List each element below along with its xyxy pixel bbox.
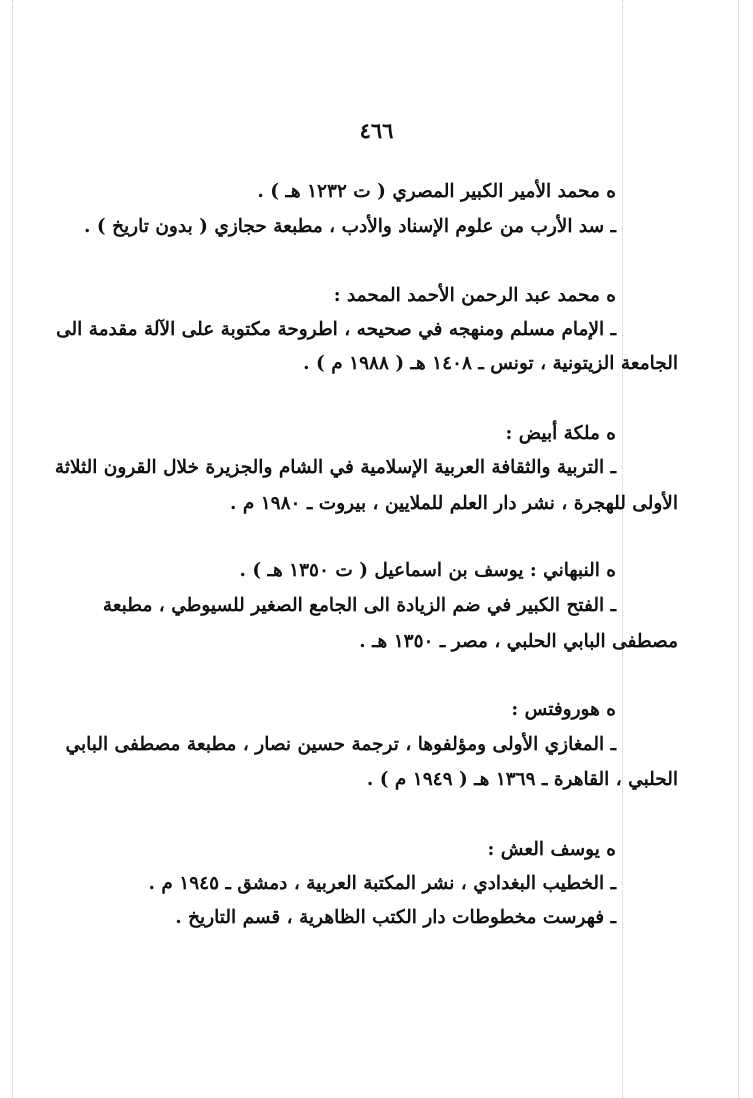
entry-work-line: ـ سد الأرب من علوم الإسناد والأدب ، مطبعة حجازي ( بدون تاريخ ) . (84, 216, 616, 237)
entry-author: ه يوسف العش : (487, 839, 616, 860)
entry-author: ه النبهاني : يوسف بن اسماعيل ( ت ١٣٥٠ هـ ) . (239, 560, 616, 581)
entry-work-line: الجامعة الزيتونية ، تونس ـ ١٤٠٨ هـ ( ١٩٨٨ م ) . (303, 353, 678, 374)
entry-work-line: ـ الخطيب البغدادي ، نشر المكتبة العربية ، دمشق ـ ١٩٤٥ م . (148, 873, 616, 894)
entry-author: ه محمد عبد الرحمن الأحمد المحمد : (333, 285, 616, 306)
entry-work-line: مصطفى البابي الحلبي ، مصر ـ ١٣٥٠ هـ . (359, 631, 678, 652)
scan-artifact-line (622, 0, 623, 1098)
entry-work-line: ـ الإمام مسلم ومنهجه في صحيحه ، اطروحة مكتوبة على الآلة مقدمة الى (56, 319, 616, 340)
entry-author: ه ملكة أبيض : (505, 423, 616, 444)
page-number: ٤٦٦ (359, 118, 394, 143)
entry-work-line: الحلبي ، القاهرة ـ ١٣٦٩ هـ ( ١٩٤٩ م ) . (366, 769, 678, 790)
entry-author: ه محمد الأمير الكبير المصري ( ت ١٢٣٢ هـ ) . (257, 181, 616, 202)
entry-work-line: ـ الفتح الكبير في ضم الزيادة الى الجامع الصغير للسيوطي ، مطبعة (102, 595, 616, 616)
scan-artifact-line (738, 0, 739, 1098)
entry-work-line: الأولى للهجرة ، نشر دار العلم للملايين ، بيروت ـ ١٩٨٠ م . (229, 493, 678, 514)
scan-artifact-line (12, 0, 13, 1098)
entry-author: ه هوروفتس : (511, 699, 616, 720)
entry-work-line: ـ فهرست مخطوطات دار الكتب الظاهرية ، قسم التاريخ . (175, 907, 616, 928)
entry-work-line: ـ المغازي الأولى ومؤلفوها ، ترجمة حسين نصار ، مطبعة مصطفى البابي (65, 734, 616, 755)
entry-work-line: ـ التربية والثقافة العربية الإسلامية في الشام والجزيرة خلال القرون الثلاثة (54, 457, 616, 478)
